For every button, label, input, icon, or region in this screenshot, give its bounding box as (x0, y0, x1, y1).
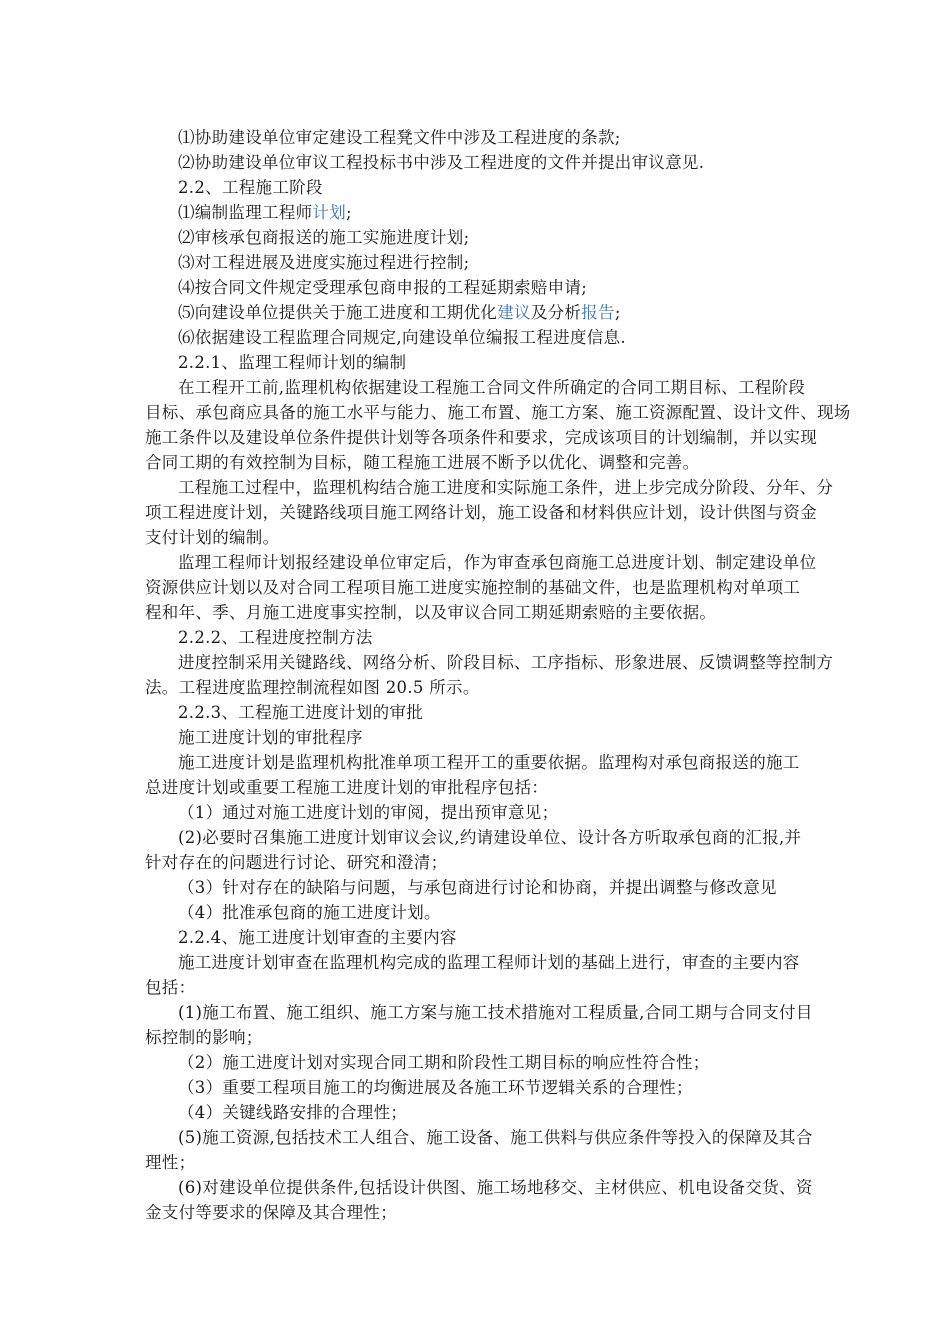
link-report[interactable]: 报告 (581, 303, 615, 322)
text-line: ⑵协助建设单位审议工程投标书中涉及工程进度的文件并提出审议意见. (178, 153, 705, 172)
list-item-continued: 针对存在的问题进行讨论、研究和澄清； (145, 853, 448, 872)
list-item: (6)对建设单位提供条件,包括设计供图、施工场地移交、主材供应、机电设备交货、资 (178, 1178, 813, 1197)
list-item: （3）针对存在的缺陷与问题，与承包商进行讨论和协商，并提出调整与修改意见 (178, 878, 777, 897)
list-item: （4）关键线路安排的合理性； (178, 1103, 408, 1122)
text-line: ⑹依据建设工程监理合同规定,向建设单位编报工程进度信息. (178, 328, 626, 347)
paragraph-line: 总进度计划或重要工程施工进度计划的审批程序包括： (145, 778, 549, 797)
paragraph-line: 程和年、季、月施工进度事实控制，以及审议合同工期延期索赔的主要依据。 (145, 603, 717, 622)
text-line: ⑵审核承包商报送的施工实施进度计划; (178, 228, 470, 247)
list-item: （3）重要工程项目施工的均衡进展及各施工环节逻辑关系的合理性； (178, 1078, 693, 1097)
list-item: （4）批准承包商的施工进度计划。 (178, 903, 441, 922)
list-item: （2）施工进度计划对实现合同工期和阶段性工期目标的响应性符合性； (178, 1053, 710, 1072)
text-segment: ; (614, 303, 621, 322)
text-line: ⑷按合同文件规定受理承包商申报的工程延期索赔申请; (178, 278, 588, 297)
list-item-continued: 理性； (145, 1153, 196, 1172)
paragraph-line: 资源供应计划以及对合同工程项目施工进度实施控制的基础文件，也是监理机构对单项工 (145, 578, 801, 597)
section-heading: 2.2.4、施工进度计划审查的主要内容 (178, 928, 457, 947)
paragraph-line: 法。工程进度监理控制流程如图 20.5 所示。 (145, 678, 480, 697)
text-segment: 及分析 (530, 303, 582, 322)
section-heading: 2.2.3、工程施工进度计划的审批 (178, 703, 424, 722)
paragraph-line: 在工程开工前,监理机构依据建设工程施工合同文件所确定的合同工期目标、工程阶段 (178, 378, 806, 397)
paragraph-line: 工程施工过程中，监理机构结合施工进度和实际施工条件，进上步完成分阶段、分年、分 (178, 478, 834, 497)
text-line (178, 201, 352, 225)
list-item: (1)施工布置、施工组织、施工方案与施工技术措施对工程质量,合同工期与合同支付目 (178, 1003, 813, 1022)
text-segment: ; (346, 203, 352, 222)
paragraph-line: 施工条件以及建设单位条件提供计划等各项条件和要求，完成该项目的计划编制，并以实现 (145, 428, 817, 447)
text-segment: ⑸向建设单位提供关于施工进度和工期优化 (178, 303, 498, 322)
sub-heading: 施工进度计划的审批程序 (178, 728, 363, 747)
text-line: ⑶对工程进展及进度实施过程进行控制; (178, 253, 470, 272)
list-item: （1）通过对施工进度计划的审阅，提出预审意见； (178, 803, 559, 822)
paragraph-line: 合同工期的有效控制为目标，随工程施工进展不断予以优化、调整和完善。 (145, 453, 700, 472)
section-heading: 2.2.2、工程进度控制方法 (178, 628, 373, 647)
paragraph-line: 项工程进度计划，关键路线项目施工网络计划，施工设备和材料供应计划，设计供图与资金 (145, 503, 817, 522)
list-item: (5)施工资源,包括技术工人组合、施工设备、施工供料与供应条件等投入的保障及其合 (178, 1128, 813, 1147)
paragraph-line: 支付计划的编制。 (145, 528, 280, 547)
paragraph-line: 施工进度计划是监理机构批准单项工程开工的重要依据。监理构对承包商报送的施工 (178, 753, 800, 772)
paragraph-line: 进度控制采用关键路线、网络分析、阶段目标、工序指标、形象进展、反馈调整等控制方 (178, 653, 834, 672)
paragraph-line: 监理工程师计划报经建设单位审定后，作为审查承包商施工总进度计划、制定建设单位 (178, 553, 817, 572)
list-item-continued: 标控制的影响； (145, 1028, 263, 1047)
link-plan[interactable]: 计划 (312, 203, 347, 222)
paragraph-line: 包括： (145, 978, 196, 997)
paragraph-line: 目标、承包商应具备的施工水平与能力、施工布置、施工方案、施工资源配置、设计文件、现场 (145, 403, 851, 422)
paragraph-line: 施工进度计划审查在监理机构完成的监理工程师计划的基础上进行，审查的主要内容 (178, 953, 800, 972)
link-suggestion[interactable]: 建议 (497, 303, 531, 322)
section-heading: 2.2.1、监理工程师计划的编制 (178, 353, 407, 372)
list-item-continued: 金支付等要求的保障及其合理性； (145, 1203, 397, 1222)
list-item: (2)必要时召集施工进度计划审议会议,约请建设单位、设计各方听取承包商的汇报,并 (178, 828, 802, 847)
text-line: ⑴协助建设单位审定建设工程凳文件中涉及工程进度的条款; (178, 128, 621, 147)
text-line (178, 301, 621, 325)
section-heading: 2.2、工程施工阶段 (178, 178, 323, 197)
text-segment: ⑴编制监理工程师 (178, 203, 313, 222)
